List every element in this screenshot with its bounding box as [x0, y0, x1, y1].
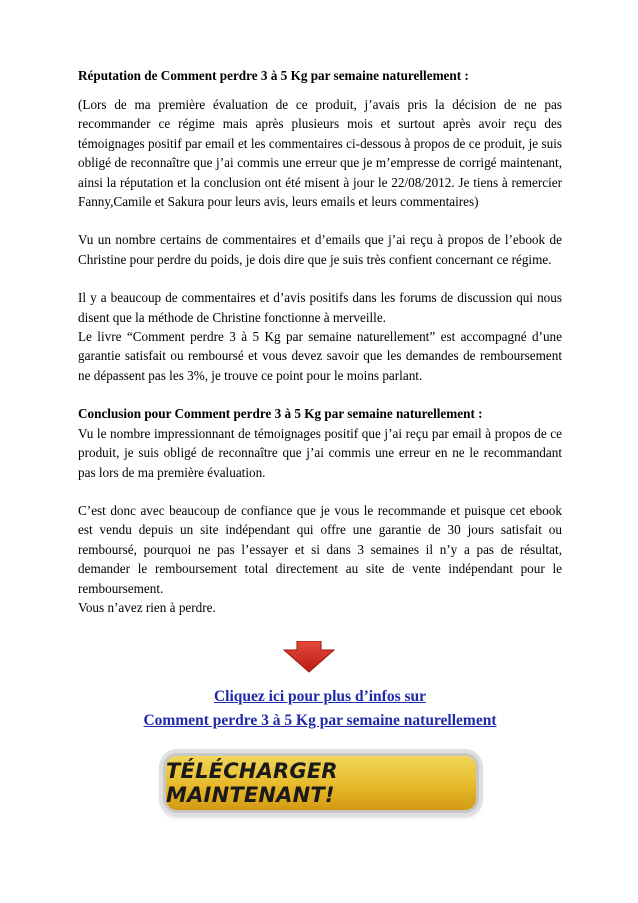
paragraph-forums: Il y a beaucoup de commentaires et d’avis positifs dans les forums de discussion qui nous disent que la méthode de Christine fonctionne à merveille.	[78, 290, 562, 325]
cta-link-line1[interactable]	[78, 687, 562, 707]
document-body	[78, 66, 562, 636]
page-title: Réputation de Comment perdre 3 à 5 Kg par semaine naturellement :	[78, 68, 469, 83]
paragraph-confidence: Vu un nombre certains de commentaires et d’emails que j’ai reçu à propos de l’ebook de Christine pour perdre du poids, je dois dire que je suis très confient concernant ce régime.	[78, 232, 562, 267]
paragraph-guarantee: Le livre “Comment perdre 3 à 5 Kg par semaine naturellement” est accompagné d’une garantie satisfait ou remboursé et vous devez savoir que les demandes de remboursement ne dépassent pas les 3%, je trouve ce point pour le moins parlant.	[78, 329, 562, 383]
paragraph-forums-block	[78, 288, 562, 385]
closing-block	[78, 501, 562, 617]
cta-link-text-2[interactable]: Comment perdre 3 à 5 Kg par semaine naturellement	[143, 712, 497, 729]
conclusion-text: Vu le nombre impressionnant de témoignages positif que j’ai reçu par email à propos de ce produit, je suis obligé de reconnaître que j’ai commis une erreur en ne le recommandant pas lors de ma première évaluation.	[78, 425, 562, 480]
cta-link-text-1[interactable]: Cliquez ici pour plus d’infos sur	[213, 688, 427, 705]
conclusion-heading: Conclusion pour Comment perdre 3 à 5 Kg par semaine naturellement :	[78, 406, 483, 422]
paragraph-nothing-to-lose: Vous n’avez rien à perdre.	[78, 599, 216, 615]
paragraph-intro: (Lors de ma première évaluation de ce produit, j’avais pris la décision de ne pas recommander ce régime mais après plusieurs mois et surtout après avoir reçu des témoignages positif par email et les commentaires ci-dessous à propos de ce produit, je suis obligé de reconnaître que j’ai commis une erreur que je m’empresse de corrigé maintenant, ainsi la réputation et la conclusion ont été misent à jour le 22/08/2012. Je tiens à remercier Fanny,Camile et Sakura pour leurs avis, leurs emails et leurs commentaires)	[78, 97, 562, 210]
paragraph-recommendation: C’est donc avec beaucoup de confiance que je vous le recommande et puisque cet ebook est vendu depuis un site indépendant qui offre une garantie de 30 jours satisfait ou remboursé, pourquoi ne pas l’essayer et si dans 3 semaines il n’y a pas de résultat, demander le remboursement total directement au site de vente indépendant pour le remboursement.	[78, 502, 562, 596]
conclusion-block	[78, 404, 562, 482]
cta-link-line2[interactable]	[78, 711, 562, 731]
down-arrow-icon	[283, 641, 335, 673]
download-button[interactable]	[163, 753, 479, 813]
download-button-label: TÉLÉCHARGER MAINTENANT!	[166, 759, 338, 807]
